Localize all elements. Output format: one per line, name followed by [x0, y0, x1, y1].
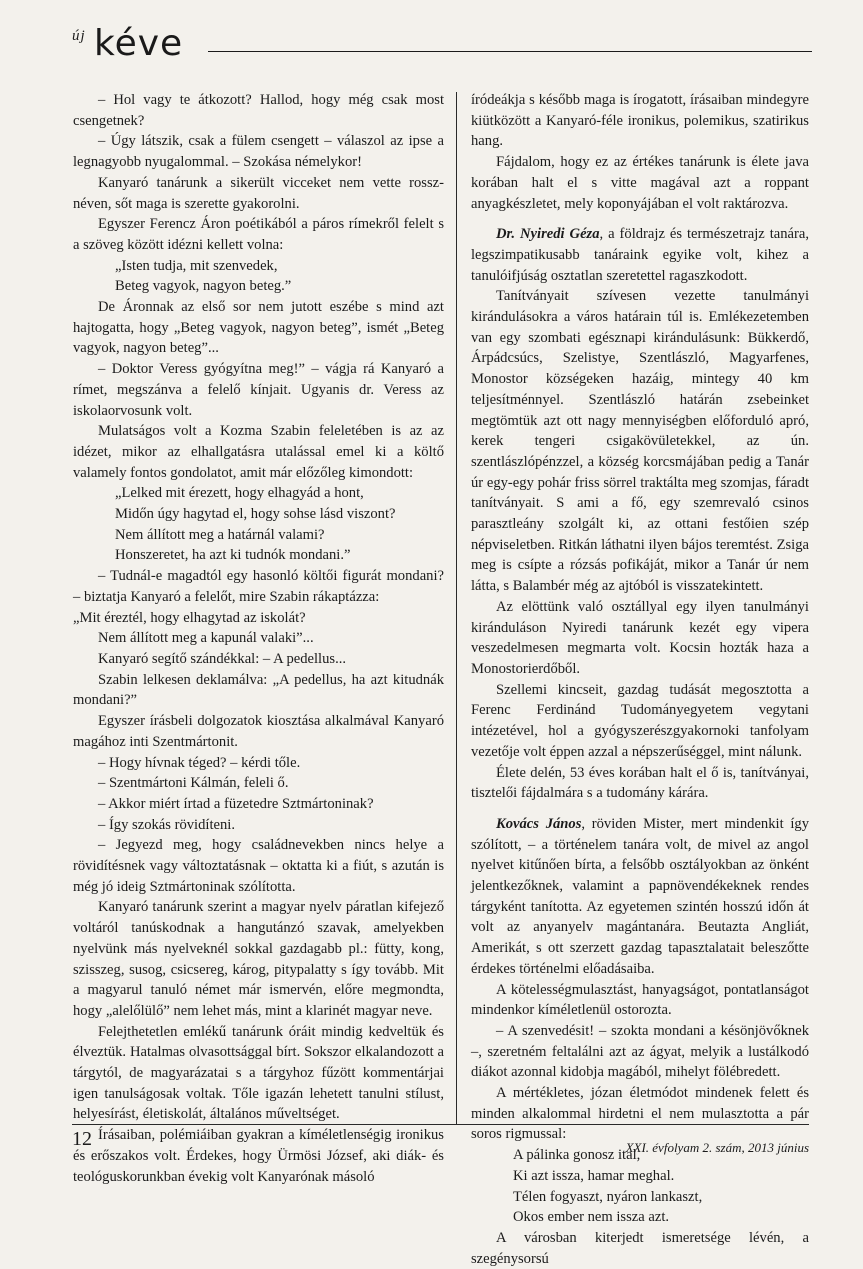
verse-line: Beteg vagyok, nagyon beteg.” — [115, 278, 292, 295]
paragraph: – Így szokás rövidíteni. — [98, 816, 235, 833]
paragraph: – Akkor miért írtad a füzetedre Sztmártoninak? — [98, 795, 374, 812]
paragraph: Kanyaró tanárunk szerint a magyar nyelv páratlan kifejező voltáról tanúskodnak a hangutánzó szavak, amelyekben nyelvünk más nyelveknél sokkal gazdagabb pl.: fütty, kong, szisszeg, susog, csicsereg, károg, pitypalatty s így tovább. Mit a magyarul tanuló német már ismervén, előre megmondta, hogy „alelőlülő” nem lehet más, mint a klarinét magyar neve. — [73, 899, 444, 1019]
verse-line: A pálinka gonosz ital, — [513, 1147, 641, 1164]
verse-line: Midőn úgy hagytad el, hogy sohse lásd viszont? — [115, 506, 396, 523]
logo-prefix: új — [72, 28, 86, 44]
teacher-name-nyiredi: Dr. Nyiredi Géza — [496, 226, 600, 243]
right-column — [471, 90, 809, 1269]
paragraph: Egyszer írásbeli dolgozatok kiosztása alkalmával Kanyaró magához inti Szentmártonit. — [73, 713, 444, 750]
paragraph: – Hol vagy te átkozott? Hallod, hogy még csak most csengetnek? — [73, 92, 444, 129]
paragraph: Írásaiban, polémiáiban gyakran a kíméletlenségig ironikus és erőszakos volt. Érdekes, hogy Ürmösi József, aki diák- és teológuskorunkban évekig volt Kanyarónak másoló — [73, 1127, 444, 1185]
issue-info: XXI. évfolyam 2. szám, 2013 június — [625, 1140, 809, 1155]
paragraph: A városban kiterjedt ismeretsége lévén, a szegénysorsú — [471, 1229, 809, 1267]
paragraph: – Jegyezd meg, hogy családnevekben nincs helye a rövidítésnek vagy változtatásnak – oktatta ki a fiút, s azután is még jó ideig Sztmártoninak szólította. — [73, 837, 444, 895]
paragraph: – Úgy látszik, csak a fülem csengett – válaszol az ipse a legnagyobb nyugalommal. – Szokása némelykor! — [73, 133, 444, 171]
verse-line: Nem állított meg a határnál valami? — [115, 526, 325, 543]
paragraph: Az elöttünk való osztállyal egy ilyen tanulmányi kiránduláson Nyiredi tanárunk kezét egy vipera veszedelmesen megmarta volt. Kocsin hozták haza a Monostorierdőből. — [471, 598, 809, 677]
verse-line: Ki azt issza, hamar meghal. — [513, 1167, 675, 1184]
verse-line: Okos ember nem issza azt. — [513, 1209, 670, 1226]
verse-line: „Lelked mit érezett, hogy elhagyád a hont, — [115, 485, 364, 502]
paragraph: Kanyaró segítő szándékkal: – A pedellus... — [98, 650, 347, 667]
paragraph: Tanítványait szívesen vezette tanulmányi kirándulásokra a város határain túl is. Emlékezetemben van egy szombati egésznapi kirándulásunk: Bükkerdő, Árpádcsúcs, Szelistye, Szentlászló, Magyarfenes, Monostor községeken hazáig, mintegy 40 km teljesítménnyel. Szentlászló határán zsebeinket megtömtük azt ott nagy mennyiségben előforduló apró, kerek tengeri csigakövületekkel, az ún. szentlászlópénzzel, a község korcsmájában pedig a Tanár úr egy-egy pohár friss sörrel traktálta meg szomjas, fáradt tanítványait. S ami a fő, egy szemrevaló csinos parasztleány szolgált ki, az ottani festőien szép népviseletben. Ritkán láthatni ilyen bájos teremtést. Zsiga meg is csípte a rózsás pofikáját, mikor a Tanár úr nem látta, s Balambér még az ajtóból is visszatekintett. — [471, 288, 810, 595]
paragraph: Kanyaró tanárunk a sikerült vicceket nem vette rossz-néven, sőt maga is szerette gyakorolni. — [73, 174, 444, 212]
paragraph-text: , a földrajz és természetrajz tanára, legszimpatikusabb tanáraink egyike volt, kihez a tanulóifjúság osztatlan szeretettel ragaszkodott. — [471, 226, 809, 284]
paragraph: A kötelességmulasztást, hanyagságot, pontatlanságot mindenkor kíméletlenül ostorozta. — [471, 981, 809, 1019]
paragraph: Mulatságos volt a Kozma Szabin feleletében is az az idézet, mikor az elhallgatásra utalással emel ki a költő valamely fontos gondolatot, amit már előzőleg kimondott: — [73, 423, 444, 481]
paragraph: íródeákja s később maga is írogatott, írásaiban mindegyre kiütközött a Kanyaró-féle ironikus, polemikus, szatirikus hang. — [471, 92, 809, 150]
paragraph: – Hogy hívnak téged? – kérdi tőle. — [98, 754, 301, 771]
page-number: 12 — [72, 1128, 92, 1150]
paragraph-text: , röviden Mister, mert mindenkit így szólított, – a történelem tanára volt, de mivel az angol nyelvet kitűnően bírta, a felsőbb osztályokban az önként jelentkezőknek, valamint a papnövendékeknek rendes tárgyként tanította. Az egyetemen szintén hosszú időn át volt az anyanyelv magántanára. Beutazta Angliát, Amerikát, s ott szerzett gazdag tapasztalatait beleszőtte érdekes történelmi előadásaiba. — [471, 815, 810, 977]
paragraph: Élete delén, 53 éves korában halt el ő is, tanítványai, tisztelői fájdalmára s a tudomány kárára. — [471, 764, 809, 802]
paragraph: Egyszer Ferencz Áron poétikából a páros rímekről felelt s a szöveg között idézni kellett volna: — [73, 216, 444, 253]
footer-rule — [72, 1124, 809, 1125]
paragraph: Felejthetetlen emlékű tanárunk óráit mindig kedveltük és élveztük. Hatalmas olvasottsággal bírt. Sokszor elkalandozott a tárgytól, de magyarázatai s a tárgyhoz fűzött kommentárjai igen tanulságosak voltak. Tőle igazán lehetett tanulni stílust, helyesírást, életiskolát, általános műveltséget. — [73, 1023, 444, 1123]
verse-line: Honszeretet, ha azt ki tudnók mondani.” — [115, 547, 351, 564]
paragraph: A mértékletes, józan életmódot mindenek felett és minden alkalommal hirdetni el nem mulasztotta a pár soros rigmussal: — [471, 1085, 809, 1143]
logo-keve: kéve — [94, 23, 184, 64]
teacher-name-kovacs: Kovács János — [496, 815, 582, 832]
masthead-rule — [208, 51, 812, 52]
verse-line: „Mit éreztél, hogy elhagytad az iskolát? — [73, 609, 306, 626]
verse-line: Télen fogyaszt, nyáron lankaszt, — [513, 1188, 703, 1205]
paragraph: – A szenvedésit! – szokta mondani a késönjövőknek –, szeretném feltalálni azt az ágyat, melyik a lustálkodó diákot azonnal kidobja magából, mihelyt fölébredett. — [471, 1022, 809, 1081]
paragraph: – Tudnál-e magadtól egy hasonló költői figurát mondani? – biztatja Kanyaró a felelőt, mire Szabin rákaptázza: — [73, 568, 444, 605]
paragraph: – Szentmártoni Kálmán, feleli ő. — [98, 775, 289, 792]
paragraph-kovacs — [471, 814, 809, 980]
paragraph-nyiredi — [471, 224, 809, 286]
paragraph: Szabin lelkesen deklamálva: „A pedellus, ha azt kitudnák mondani?” — [73, 671, 444, 709]
masthead — [72, 22, 812, 70]
paragraph: Fájdalom, hogy ez az értékes tanárunk is élete java korában halt el s vitte magával azt a roppant anyagkészletet, mely koponyájában el volt raktározva. — [471, 154, 809, 212]
paragraph: Nem állított meg a kapunál valaki”... — [98, 630, 314, 647]
paragraph: Szellemi kincseit, gazdag tudását megosztotta a Ferenc Ferdinánd Tudományegyetem vegytani intézetével, hol a gyógyszerészgyakornoki tanfolyam vezetője volt éppen azzal a népszerűséggel, mint nálunk. — [471, 681, 809, 760]
column-divider — [456, 92, 457, 1124]
paragraph: – Doktor Veress gyógyítna meg!” – vágja rá Kanyaró a rímet, megszánva a felelő kínjait. Ugyanis dr. Veress az iskolaorvosunk volt. — [73, 361, 444, 419]
paragraph: De Áronnak az első sor nem jutott eszébe s mind azt hajtogatta, hogy „Beteg vagyok, nagyon beteg”, ismét „Beteg vagyok, nagyon beteg”... — [73, 299, 444, 357]
verse-line: „Isten tudja, mit szenvedek, — [115, 257, 278, 274]
left-column — [73, 90, 444, 1187]
